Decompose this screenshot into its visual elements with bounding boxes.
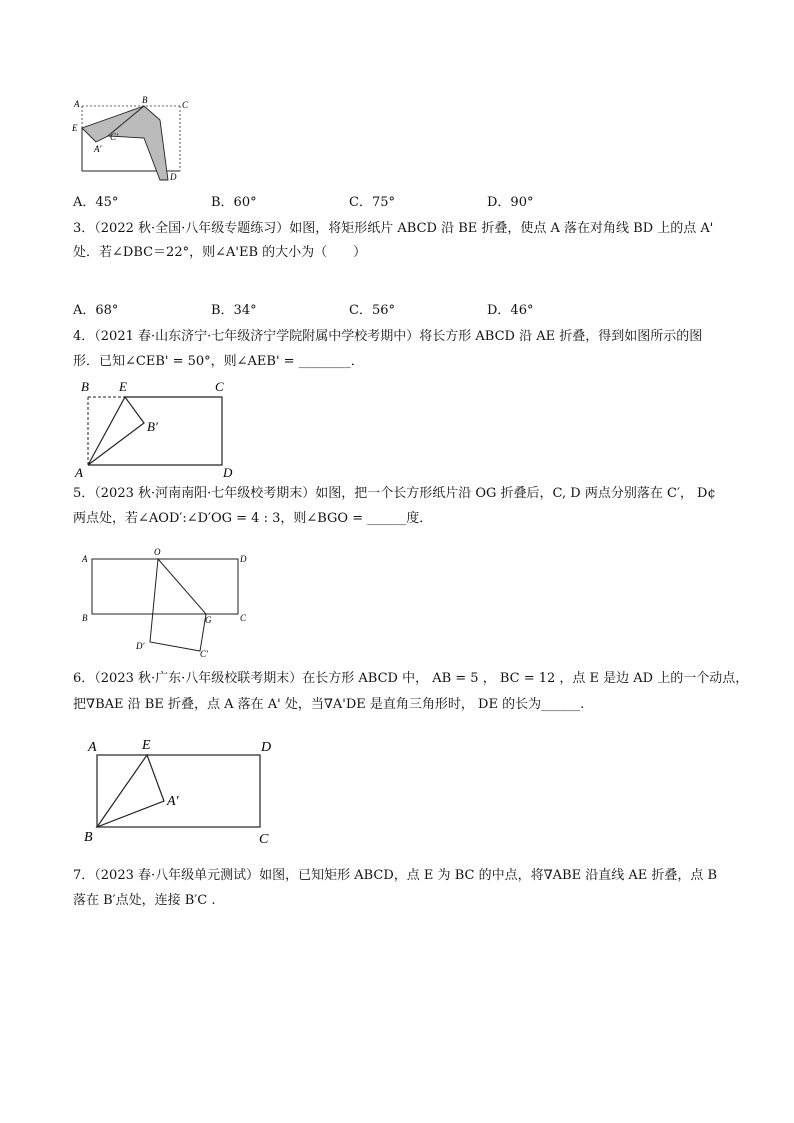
q3-option-c: C．56° (349, 303, 395, 318)
q4-figure (70, 377, 250, 479)
q2-option-c: C．75° (349, 195, 395, 210)
q2-label-c1: C' (110, 132, 118, 142)
q2-label-c: C (182, 100, 189, 110)
q6-label-a: A (88, 740, 97, 755)
q7-text-line1: 7．（2023 春·八年级单元测试）如图，已知矩形 ABCD，点 E 为 BC 的中点，将∇ABE 沿直线 AE 折叠，点 B (73, 868, 718, 883)
q2-figure (68, 96, 192, 184)
q4-label-b1: B′ (147, 419, 158, 434)
q2-label-a1: A' (94, 144, 102, 154)
q6-text-line1: 6．（2023 秋·广东·八年级校联考期末）在长方形 ABCD 中， AB = 5 ， BC = 12 ，点 E 是边 AD 上的一个动点， (73, 671, 749, 686)
q5-label-a: A (82, 554, 88, 564)
q2-label-d: D (170, 172, 177, 182)
q3-option-a: A．68° (73, 303, 119, 318)
q5-figure (76, 545, 256, 660)
q5-label-d: D (240, 554, 247, 564)
q7-text-line2: 落在 B′点处，连接 B′C . (73, 893, 216, 908)
q4-label-b: B (81, 379, 89, 394)
q6-label-b: B (84, 830, 93, 845)
q2-option-d: D．90° (487, 195, 534, 210)
q2-label-b: B (142, 96, 148, 105)
q5-text-line1: 5．（2023 秋·河南南阳·七年级校考期末）如图，把一个长方形纸片沿 OG 折叠后，C, D 两点分别落在 C′， D¢ (73, 486, 716, 501)
q6-label-c: C (259, 832, 269, 847)
q4-label-e: E (119, 379, 127, 394)
q4-label-a: A (75, 465, 83, 479)
q6-label-d: D (261, 740, 272, 755)
q3-text-line1: 3．（2022 秋·全国·八年级专题练习）如图，将矩形纸片 ABCD 沿 BE 折叠，使点 A 落在对角线 BD 上的点 A' (73, 221, 714, 236)
q4-text-line1: 4．（2021 春·山东济宁·七年级济宁学院附属中学校考期中）将长方形 ABCD 沿 AE 折叠，得到如图所示的图 (73, 329, 703, 344)
q4-label-d: D (223, 465, 233, 479)
q4-label-c: C (215, 379, 224, 394)
q5-label-c1: C′ (200, 649, 208, 659)
q6-label-e: E (142, 738, 151, 753)
q6-text-line2: 把∇BAE 沿 BE 折叠，点 A 落在 A' 处，当∇A'DE 是直角三角形时， DE 的长为______. (73, 697, 585, 712)
q5-label-b: B (82, 613, 88, 623)
q2-label-e: E (72, 123, 78, 133)
q5-label-g: G (205, 615, 212, 625)
q6-figure (82, 735, 282, 850)
q5-text-line2: 两点处，若∠AOD′:∠D′OG = 4 : 3，则∠BGO = ______度． (73, 511, 433, 526)
q5-label-d1: D′ (136, 641, 145, 651)
q2-label-a: A (74, 99, 80, 109)
q4-text-line2: 形．已知∠CEB' = 50°，则∠AEB' = ________． (73, 354, 364, 369)
q2-option-a: A．45° (73, 195, 119, 210)
q3-option-b: B．34° (211, 303, 257, 318)
q3-text-line2: 处．若∠DBC＝22°，则∠A'EB 的大小为（ ） (73, 245, 367, 260)
q5-label-o: O (154, 547, 161, 557)
q5-label-c: C (240, 613, 247, 623)
q2-option-b: B．60° (211, 195, 257, 210)
q6-label-a1: A′ (167, 794, 179, 809)
q3-option-d: D．46° (487, 303, 534, 318)
